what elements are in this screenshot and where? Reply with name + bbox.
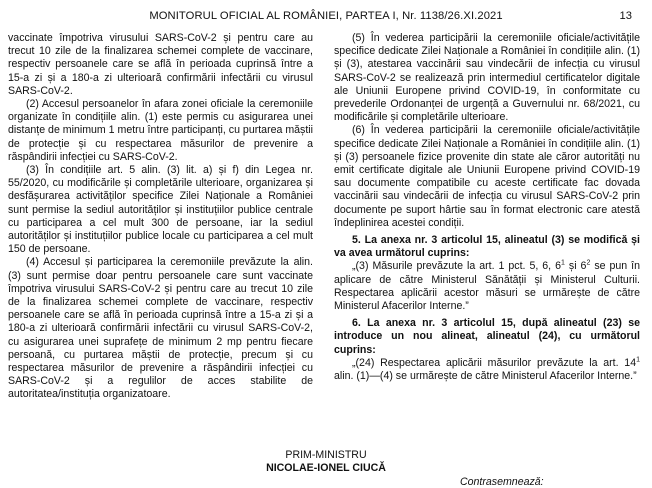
amendment-6-heading: 6. La anexa nr. 3 articolul 15, după alineatul (23) se introduce un nou alineat, alineatul (24), cu următorul cuprins:: [334, 317, 640, 356]
amendment-5-text-c: se pun în aplicare de către Ministerul Sănătății și Ministerul Culturii. Respectarea aplicării acestor măsuri se urmărește de către Ministerul Afacerilor Interne.”: [334, 260, 641, 313]
superscript: 2: [586, 259, 591, 267]
superscript: 1: [561, 259, 565, 267]
paragraph-3: (3) În condițiile art. 5 alin. (3) lit. a) și f) din Legea nr. 55/2020, cu modificările și completările ulterioare, organizarea și desfășurarea activităților specifice Zilei Naționale a României sunt permise la sediul autorităților și instituțiilor publice centrale cu participarea a cel mult 300 de persoane, iar la sediul autorităților și instituțiilor publice locale cu participarea a cel mult 150 de persoane.: [8, 164, 313, 256]
superscript: 1: [636, 356, 640, 364]
amendment-5-text-a: „(3) Măsurile prevăzute la art. 1 pct. 5, 6, 6: [352, 260, 561, 273]
page-header: [0, 10, 652, 26]
signature-name: NICOLAE-IONEL CIUCĂ: [266, 462, 386, 474]
amendment-6-text-b: alin. (1)—(4) se urmărește de către Ministerul Afacerilor Interne.”: [334, 370, 637, 383]
paragraph-5: (5) În vederea participării la ceremoniile oficiale/activitățile specifice dedicate Zilei Naționale a României în condițiile alin. (1) și (3), atestarea vaccinării sau vindecării de infecția cu virusul SARS-CoV-2 se realizează prin intermediul certificatelor digitale ale Uniunii Europene privind COVID-19, în conformitate cu prevederile Ordonanței de urgență a Guvernului nr. 68/2021, cu modificările și completările ulterioare.: [334, 32, 640, 124]
right-column: [334, 32, 640, 383]
paragraph-4: (4) Accesul și participarea la ceremoniile prevăzute la alin. (3) sunt permise doar pentru persoanele care sunt vaccinate împotriva virusului SARS-CoV-2 și pentru care au trecut 10 zile de la finalizarea schemei complete de vaccinare, respectiv persoanele care se află în perioada cuprinsă între a 15-a zi și a 180-a zi ulterioară confirmării infectării cu virusul SARS-CoV-2, cu asigurarea unei suprafețe de minimum 2 mp pentru fiecare persoană, cu purtarea măștii de protecție, precum și cu respectarea măsurilor de prevenire a răspândirii infecției cu SARS-CoV-2 și a regulilor de acces stabilite de autoritatea/instituția organizatoare.: [8, 256, 313, 401]
header-title: MONITORUL OFICIAL AL ROMÂNIEI, PARTEA I, Nr. 1138/26.XI.2021: [149, 10, 503, 22]
signature-role: PRIM-MINISTRU: [285, 449, 367, 461]
paragraph-continued: vaccinate împotriva virusului SARS-CoV-2 și pentru care au trecut 10 zile de la finalizarea schemei complete de vaccinare, respectiv persoanele care se află în perioada cuprinsă între a 15-a zi și a 180-a zi ulterioară confirmării infectării cu virusul SARS-CoV-2.: [8, 32, 313, 97]
left-column: [8, 32, 313, 402]
amendment-6-text-a: „(24) Respectarea aplicării măsurilor prevăzute la art. 14: [352, 356, 637, 369]
amendment-6-text: [334, 357, 640, 383]
countersign-label: Contrasemnează:: [460, 476, 544, 488]
page-number: 13: [619, 10, 632, 22]
paragraph-2: (2) Accesul persoanelor în afara zonei oficiale la ceremoniile organizate în condițiile alin. (1) este permis cu asigurarea unei distanțe de minimum 1 metru între participanți, cu purtarea măștii de protecție și cu respectarea măsurilor de prevenire a răspândirii infecției cu SARS-CoV-2.: [8, 98, 313, 163]
paragraph-6: (6) În vederea participării la ceremoniile oficiale/activitățile specifice dedicate Zilei Naționale a României în condițiile alin. (1) și (3) persoanele fizice provenite din state ale căror autorități nu emit certificate digitale ale Uniunii Europene privind COVID-19 sau documente compatibile cu aceste certificate fac dovada vaccinării sau vindecării de infecția cu virusul SARS-CoV-2 prin documente pe suport hârtie sau în format electronic care atestă îndeplinirea acestei condiții.: [334, 124, 640, 229]
amendment-5-text-b: și 6: [564, 260, 587, 273]
amendment-5-heading: 5. La anexa nr. 3 articolul 15, alineatul (3) se modifică și va avea următorul cuprins:: [334, 234, 640, 260]
amendment-5-text: [334, 260, 640, 313]
